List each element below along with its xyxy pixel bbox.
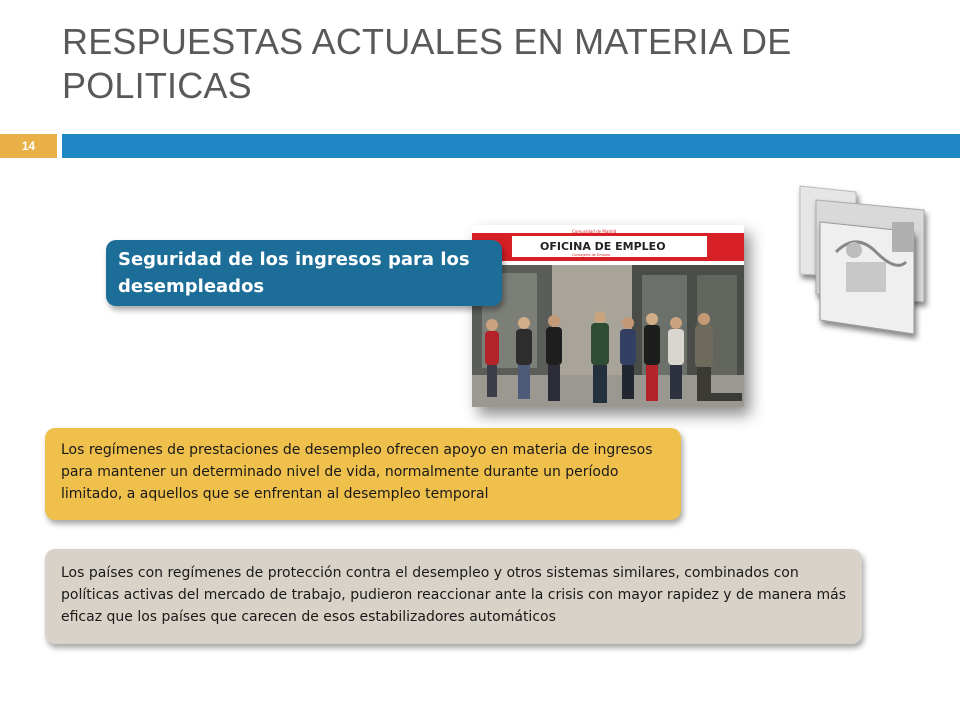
countries-conclusion-text: Los países con regímenes de protección contra el desempleo y otros sistemas similares, combinados con políticas activas del mercado de trabajo, pudieron reaccionar ante la crisis con mayor rapidez y de manera más eficaz que los países que carecen de esos estabilizadores automáticos bbox=[45, 549, 862, 644]
sign-main-text: OFICINA DE EMPLEO bbox=[540, 240, 666, 253]
sign-top-text: Comunidad de Madrid bbox=[572, 229, 617, 234]
unemployment-benefits-description: Los regímenes de prestaciones de desempleo ofrecen apoyo en materia de ingresos para mantener un determinado nivel de vida, normalmente durante un período limitado, a aquellos que se enfrentan al desempleo temporal bbox=[45, 428, 681, 520]
employment-office-photo bbox=[472, 225, 744, 407]
decorative-photo-stack bbox=[796, 182, 936, 342]
sign-sub-text: Consejería de Empleo bbox=[572, 253, 611, 257]
slide-title: RESPUESTAS ACTUALES EN MATERIA DE POLITICAS bbox=[62, 21, 792, 106]
header-band bbox=[62, 134, 960, 158]
income-security-heading: Seguridad de los ingresos para los desempleados bbox=[106, 240, 502, 306]
slide-number: 14 bbox=[0, 134, 57, 158]
